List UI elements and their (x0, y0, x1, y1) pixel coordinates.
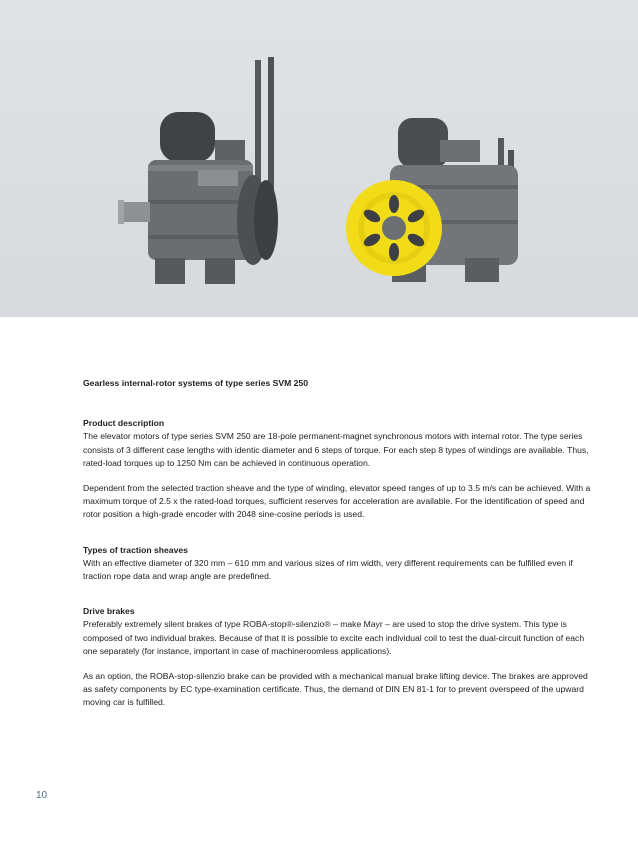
motor-image-left (118, 57, 278, 284)
paragraph: As an option, the ROBA-stop-silenzio brake can be provided with a mechanical manual brake lifting device. The brakes are approved as safety components by EC type-examination certificate. Thus, the demand of DIN EN 81-1 for to prevent overspeed of the upward moving car is fulfilled. (83, 671, 588, 708)
section-heading: Drive brakes (83, 606, 135, 617)
section-heading: Product description (83, 418, 165, 429)
section-drive-brakes (83, 605, 598, 709)
section-heading: Types of traction sheaves (83, 544, 188, 555)
motor-illustrations (0, 0, 638, 317)
motor-image-right (346, 118, 518, 282)
page-number: 10 (36, 790, 48, 801)
paragraph: With an effective diameter of 320 mm – 610 mm and various sizes of rim width, very different requirements can be fulfilled even if traction rope data and wrap angle are predefined. (83, 557, 573, 582)
paragraph: Dependent from the selected traction sheave and the type of winding, elevator speed ranges of up to 3.5 m/s can be achieved. With a maximum torque of 2.5 x the rated-load torques, sufficient reserves for acceleration are available. For the identification of speed and rotor position a high-grade encoder with 2048 sine-cosine periods is used. (83, 483, 591, 520)
section-product-description (83, 417, 598, 521)
page-title: Gearless internal-rotor systems of type series SVM 250 (83, 378, 308, 388)
document-body (83, 377, 598, 732)
paragraph: Preferably extremely silent brakes of type ROBA-stop®-silenzio® – make Mayr – are used to stop the drive system. This type is composed of two individual brakes. Because of that it is possible to excite each individual coil to test the dual-circuit function of each one separately (for instance, important in case of machineroomless applications). (83, 619, 585, 656)
paragraph: The elevator motors of type series SVM 250 are 18-pole permanent-magnet synchronous motors with internal rotor. The type series consists of 3 different case lengths with identic diameter and 6 steps of torque. For each step 8 types of windings are available. Thus, rated-load torques up to 1250 Nm can be achieved in continuous operation. (83, 431, 589, 468)
section-traction-sheaves (83, 544, 598, 584)
product-photo-banner (0, 0, 638, 317)
